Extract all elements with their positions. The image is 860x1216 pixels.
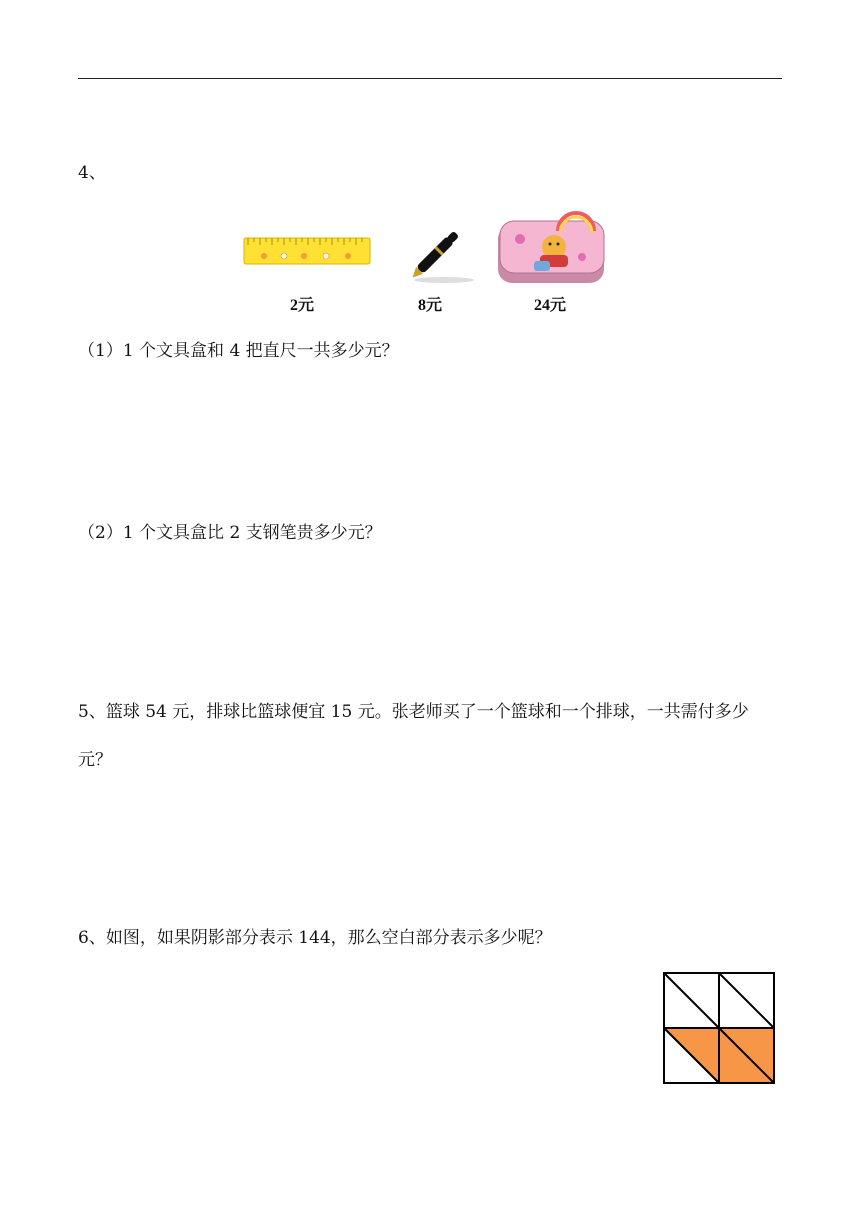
pen-price: 8元 bbox=[418, 297, 443, 314]
ruler-icon bbox=[244, 236, 372, 266]
pencil-case-icon bbox=[496, 217, 608, 289]
header-rule bbox=[78, 78, 782, 79]
ruler-price: 2元 bbox=[290, 297, 315, 314]
question-6-text: 6、如图，如果阴影部分表示 144，那么空白部分表示多少呢？ bbox=[78, 928, 552, 948]
question-5-text: 5、篮球 54 元，排球比篮球便宜 15 元。张老师买了一个篮球和一个排球，一共需付多少元？ bbox=[78, 702, 749, 770]
pencil-box-price: 24元 bbox=[534, 297, 567, 314]
fountain-pen-icon bbox=[398, 216, 478, 288]
question-4-part-2: （2）1 个文具盒比 2 支钢笔贵多少元？ bbox=[78, 523, 382, 543]
question-4-number: 4、 bbox=[78, 163, 106, 183]
question-4-part-1: （1）1 个文具盒和 4 把直尺一共多少元？ bbox=[78, 341, 399, 361]
shaded-square-figure bbox=[663, 972, 775, 1084]
